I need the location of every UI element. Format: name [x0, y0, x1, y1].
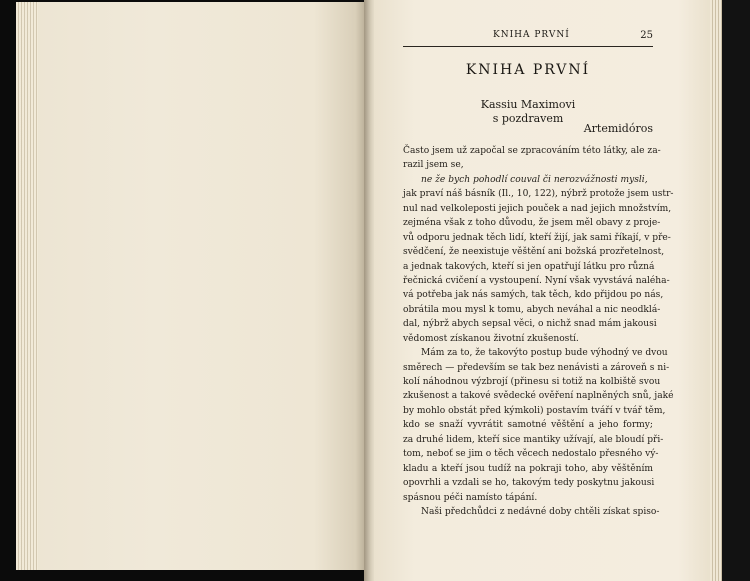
- text-line: zkušenost a takové svědecké ověření naplněných snů, jaké: [403, 391, 674, 402]
- right-page-edges: [710, 0, 722, 581]
- page-number: 25: [640, 30, 653, 41]
- background-shadow: [722, 0, 750, 581]
- text-line: kladu a kteří jsou tudíž na pokraji toho, aby věštěním: [403, 463, 653, 474]
- left-page-edges: [16, 2, 38, 570]
- text-line: tom, neboť se jim o těch věcech nedostalo přesného vý-: [403, 449, 659, 460]
- text-line: řečnická cvičení a vystoupení. Nyní však vyvstává naléha-: [403, 275, 670, 286]
- text-line: Naši předchůdci z nedávné doby chtěli získat spiso-: [421, 506, 660, 517]
- text-line: za druhé lidem, kteří sice mantiky užívají, ale bloudí při-: [403, 434, 664, 445]
- text-line: jak praví náš básník (Il., 10, 122), nýbrž protože jsem ustr-: [403, 189, 674, 200]
- text-line: obrátila mou mysl k tomu, abych neváhal a nic neodklá-: [403, 304, 661, 315]
- text-line: vědomost získanou životní zkušeností.: [403, 333, 579, 344]
- text-line: svědčení, že neexistuje věštění ani božská prozřetelnost,: [403, 247, 665, 258]
- text-line: dal, nýbrž abych sepsal věci, o nichž snad mám jakousi: [403, 319, 657, 330]
- text-line: kolí náhodnou výzbrojí (přinesu si totiž na kolbiště svou: [403, 377, 661, 387]
- signature: Artemidóros: [583, 122, 653, 135]
- text-line: vů odporu jednak těch lidí, kteří žijí, jak sami říkají, v pře-: [403, 232, 671, 243]
- running-head-title: KNIHA PRVNÍ: [493, 30, 570, 40]
- text-line: nul nad velkoleposti jejich pouček a nad jejich množstvím,: [403, 203, 672, 214]
- dedication-line-1: Kassiu Maximovi: [480, 98, 576, 111]
- quote-text: ne že bych pohodlí couval či nerozvážnosti mysli,: [421, 174, 648, 185]
- text-line: a jednak takových, kteří si jen opatřují látku pro různá: [403, 261, 655, 272]
- text-line: zejména však z toho důvodu, že jsem měl obavy z proje-: [403, 218, 661, 229]
- text-line: vá potřeba jak nás samých, tak těch, kdo přijdou po nás,: [403, 290, 664, 301]
- text-line: směrech — především se tak bez nenávisti a zároveň s ni-: [403, 362, 670, 373]
- text-line: opovrhli a vzdali se ho, takovým tedy poskytnu jakousi: [403, 478, 655, 489]
- text-line: razil jsem se,: [403, 160, 464, 171]
- quote-line: [403, 173, 653, 187]
- left-page-blank: [16, 2, 366, 570]
- text-line: Mám za to, že takovýto postup bude výhodný ve dvou: [421, 348, 668, 359]
- text-line: kdo se snaží vyvrátit samotné věštění a jeho formy;: [403, 420, 653, 431]
- running-head: [403, 30, 653, 47]
- dedication-line-2: s pozdravem: [492, 112, 564, 125]
- body-text: [403, 144, 674, 519]
- text-line: by mohlo obstát před kýmkoli) postavím tváří v tvář těm,: [403, 405, 666, 416]
- chapter-title: KNIHA PRVNÍ: [465, 62, 591, 78]
- text-line: spásnou péči namísto tápání.: [403, 492, 538, 503]
- text-line: Často jsem už započal se zpracováním této látky, ale za-: [403, 146, 661, 156]
